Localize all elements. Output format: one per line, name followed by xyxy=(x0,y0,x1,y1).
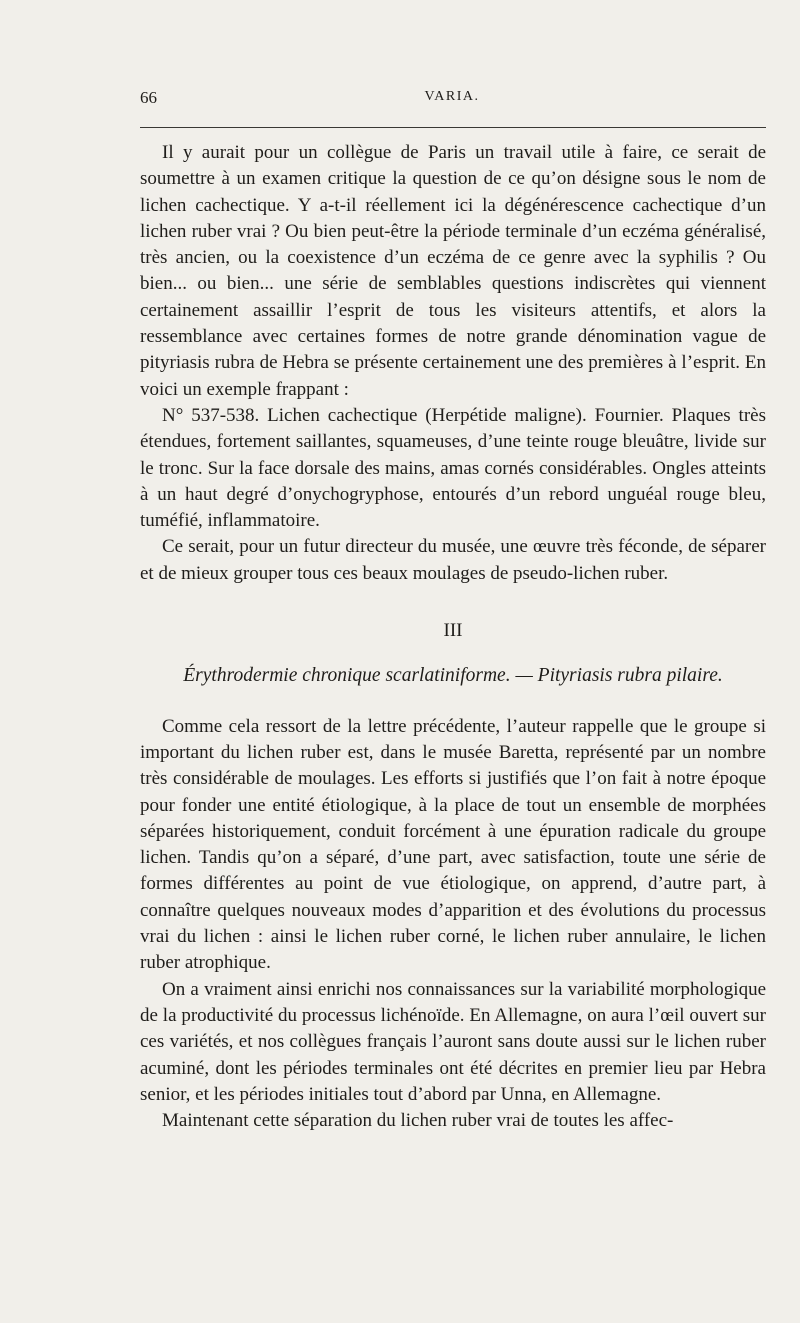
paragraph: On a vraiment ainsi enrichi nos connaissances sur la variabilité morphologique de la productivité du processus lichénoïde. En Allemagne, on aura l’œil ouvert sur ces variétés, et nos collègues français l’auront sans doute aussi sur le lichen ruber acuminé, dont les périodes terminales ont été décrites en premier lieu par Hebra senior, et les périodes initiales tout d’abord par Unna, en Allemagne. xyxy=(140,978,766,1105)
section-title: Érythrodermie chronique scarlatiniforme. — Pityriasis rubra pilaire. xyxy=(183,665,723,687)
paragraph: N° 537-538. Lichen cachectique (Herpétide maligne). Fournier. Plaques très étendues, fortement saillantes, squameuses, d’une teinte rouge bleuâtre, livide sur le tronc. Sur la face dorsale des mains, amas cornés considérables. Ongles atteints à un haut degré d’onychogryphose, entourés d’un rebord unguéal rouge bleu, tuméfié, inflammatoire. xyxy=(140,404,766,532)
section-number: III xyxy=(443,620,463,642)
running-head: VARIA. xyxy=(424,89,480,104)
header-rule xyxy=(140,127,766,128)
body-text xyxy=(140,140,766,1134)
paragraph: Il y aurait pour un collègue de Paris un travail utile à faire, ce serait de soumettre à un examen critique la question de ce qu’on désigne sous le nom de lichen cachectique. Y a-t-il réellement ici la dégénérescence cachectique d’un lichen ruber vrai ? Ou bien peut-être la période terminale d’un eczéma généralisé, très ancien, ou la coexistence d’un eczéma de ce genre avec la syphilis ? Ou bien... ou bien... une série de semblables questions indiscrètes qui viennent certainement assaillir l’esprit de tous les visiteurs attentifs, et alors la ressemblance avec certaines formes de notre grande dénomination vague de pityriasis rubra de Hebra se présente certainement une des premières à l’esprit. En voici un exemple frappant : xyxy=(140,142,766,400)
paragraph: Comme cela ressort de la lettre précédente, l’auteur rappelle que le groupe si important du lichen ruber est, dans le musée Baretta, représenté par un nombre très considérable de moulages. Les efforts si justifiés que l’on fait à notre époque pour fonder une entité étiologique, à la place de tout un ensemble de morphées séparées historiquement, conduit forcément à une épuration radicale du groupe lichen. Tandis qu’on a séparé, d’une part, avec satisfaction, toute une série de formes différentes au point de vue étiologique, on apprend, d’autre part, à connaître quelques nouveaux modes d’apparition et des évolutions du processus vrai du lichen : ainsi le lichen ruber corné, le lichen ruber annulaire, le lichen ruber atrophique. xyxy=(140,715,766,974)
page-number: 66 xyxy=(140,88,157,107)
paragraph: Maintenant cette séparation du lichen ruber vrai de toutes les affec- xyxy=(162,1110,674,1132)
page-header xyxy=(140,88,764,112)
paragraph: Ce serait, pour un futur directeur du musée, une œuvre très féconde, de séparer et de mieux grouper tous ces beaux moulages de pseudo-lichen ruber. xyxy=(140,536,766,584)
